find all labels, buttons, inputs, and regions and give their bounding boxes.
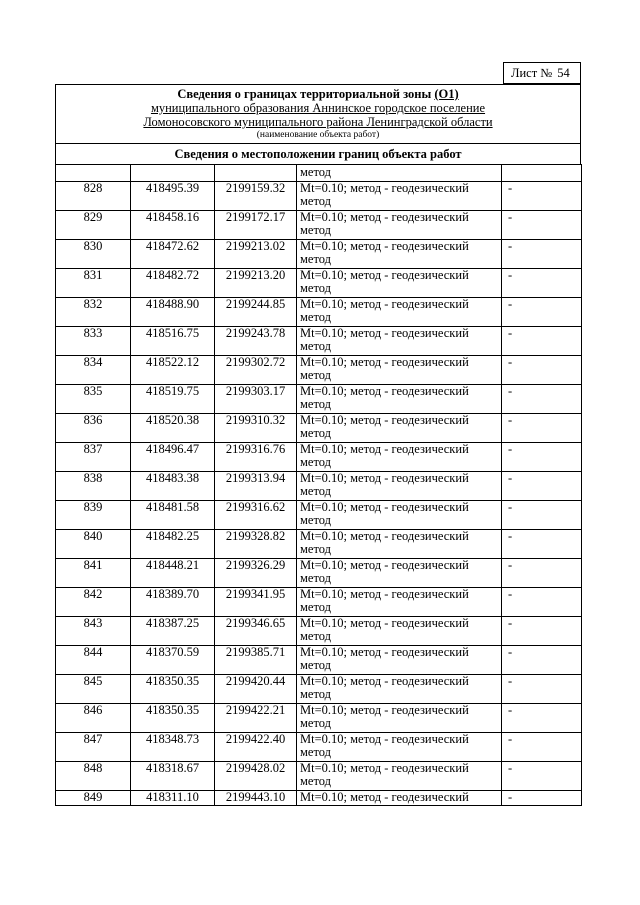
cell-remark: - [502, 675, 582, 704]
cell-x-coordinate: 418387.25 [131, 617, 215, 646]
cell-y-coordinate: 2199422.40 [215, 733, 297, 762]
cell-y-coordinate: 2199244.85 [215, 298, 297, 327]
cell-remark: - [502, 414, 582, 443]
cell-remark: - [502, 733, 582, 762]
cell-point-number: 846 [56, 704, 131, 733]
cell-x-coordinate: 418495.39 [131, 182, 215, 211]
cell-y-coordinate: 2199341.95 [215, 588, 297, 617]
cell-point-number: 835 [56, 385, 131, 414]
table-row [56, 298, 582, 327]
header-municipality: муниципального образования Аннинское городское поселение [150, 101, 486, 115]
cell-x-coordinate: 418482.72 [131, 269, 215, 298]
table-row [56, 646, 582, 675]
cell-point-number: 839 [56, 501, 131, 530]
cell-method: Mt=0.10; метод - геодезический метод [297, 472, 502, 501]
cell-point-number: 838 [56, 472, 131, 501]
document-header [55, 84, 581, 144]
cell-remark: - [502, 211, 582, 240]
cell-method: Mt=0.10; метод - геодезический метод [297, 675, 502, 704]
cell-point-number: 847 [56, 733, 131, 762]
cell-x-coordinate: 418448.21 [131, 559, 215, 588]
cell-point-number: 832 [56, 298, 131, 327]
cell-point-number: 828 [56, 182, 131, 211]
cell-x-coordinate: 418311.10 [131, 791, 215, 806]
cell-remark: - [502, 472, 582, 501]
zone-code: (О1) [434, 87, 459, 101]
cell-method: Mt=0.10; метод - геодезический метод [297, 530, 502, 559]
cell-point-number: 840 [56, 530, 131, 559]
cell-remark: - [502, 646, 582, 675]
cell-method: Mt=0.10; метод - геодезический метод [297, 646, 502, 675]
cell-point-number: 849 [56, 791, 131, 806]
cell-point-number: 845 [56, 675, 131, 704]
header-district: Ломоносовского муниципального района Ленинградской области [143, 115, 493, 129]
cell-x-coordinate: 418522.12 [131, 356, 215, 385]
cell-empty [56, 165, 131, 182]
cell-remark: - [502, 327, 582, 356]
table-row [56, 762, 582, 791]
cell-y-coordinate: 2199313.94 [215, 472, 297, 501]
header-caption: (наименование объекта работ) [256, 130, 380, 140]
cell-remark: - [502, 269, 582, 298]
table-row [56, 559, 582, 588]
cell-y-coordinate: 2199213.02 [215, 240, 297, 269]
cell-y-coordinate: 2199172.17 [215, 211, 297, 240]
cell-x-coordinate: 418389.70 [131, 588, 215, 617]
cell-remark: - [502, 559, 582, 588]
cell-method: Mt=0.10; метод - геодезический метод [297, 588, 502, 617]
table-row [56, 327, 582, 356]
cell-y-coordinate: 2199243.78 [215, 327, 297, 356]
cell-method: Mt=0.10; метод - геодезический метод [297, 559, 502, 588]
cell-remark: - [502, 298, 582, 327]
cell-remark: - [502, 530, 582, 559]
cell-y-coordinate: 2199302.72 [215, 356, 297, 385]
cell-x-coordinate: 418370.59 [131, 646, 215, 675]
table-row [56, 356, 582, 385]
sheet-number: 54 [557, 66, 570, 80]
cell-point-number: 844 [56, 646, 131, 675]
coordinates-table-body [56, 165, 582, 806]
table-row [56, 704, 582, 733]
cell-remark: - [502, 385, 582, 414]
sheet-number-box [503, 62, 581, 84]
cell-method: Mt=0.10; метод - геодезический метод [297, 182, 502, 211]
cell-y-coordinate: 2199316.76 [215, 443, 297, 472]
cell-method: Mt=0.10; метод - геодезический метод [297, 617, 502, 646]
cell-y-coordinate: 2199420.44 [215, 675, 297, 704]
cell-x-coordinate: 418318.67 [131, 762, 215, 791]
cell-method: Mt=0.10; метод - геодезический [297, 791, 502, 806]
cell-empty [131, 165, 215, 182]
cell-method: Mt=0.10; метод - геодезический метод [297, 269, 502, 298]
cell-method: Mt=0.10; метод - геодезический метод [297, 414, 502, 443]
cell-method: Mt=0.10; метод - геодезический метод [297, 443, 502, 472]
sheet-label: Лист № [511, 66, 553, 80]
cell-point-number: 831 [56, 269, 131, 298]
table-row [56, 182, 582, 211]
cell-method: Mt=0.10; метод - геодезический метод [297, 385, 502, 414]
cell-y-coordinate: 2199328.82 [215, 530, 297, 559]
cell-x-coordinate: 418472.62 [131, 240, 215, 269]
cell-y-coordinate: 2199326.29 [215, 559, 297, 588]
section-title: Сведения о местоположении границ объекта работ [55, 143, 581, 165]
cell-empty [215, 165, 297, 182]
cell-x-coordinate: 418483.38 [131, 472, 215, 501]
cell-remark: - [502, 240, 582, 269]
cell-remark: - [502, 182, 582, 211]
table-row [56, 791, 582, 806]
cell-x-coordinate: 418516.75 [131, 327, 215, 356]
table-row [56, 501, 582, 530]
cell-remark: - [502, 588, 582, 617]
table-row [56, 414, 582, 443]
cell-x-coordinate: 418481.58 [131, 501, 215, 530]
cell-x-coordinate: 418482.25 [131, 530, 215, 559]
cell-remark: - [502, 356, 582, 385]
cell-remark: - [502, 791, 582, 806]
header-title-prefix: Сведения о границах территориальной зоны [177, 87, 432, 101]
cell-point-number: 830 [56, 240, 131, 269]
cell-x-coordinate: 418350.35 [131, 675, 215, 704]
cell-remark: - [502, 704, 582, 733]
cell-x-coordinate: 418458.16 [131, 211, 215, 240]
cell-x-coordinate: 418496.47 [131, 443, 215, 472]
cell-point-number: 836 [56, 414, 131, 443]
cell-method: Mt=0.10; метод - геодезический метод [297, 298, 502, 327]
cell-method: Mt=0.10; метод - геодезический метод [297, 501, 502, 530]
cell-x-coordinate: 418488.90 [131, 298, 215, 327]
cell-remark: - [502, 501, 582, 530]
cell-remark: - [502, 443, 582, 472]
table-row [56, 269, 582, 298]
cell-point-number: 848 [56, 762, 131, 791]
cell-y-coordinate: 2199385.71 [215, 646, 297, 675]
table-row [56, 617, 582, 646]
cell-x-coordinate: 418348.73 [131, 733, 215, 762]
table-row [56, 588, 582, 617]
cell-y-coordinate: 2199428.02 [215, 762, 297, 791]
cell-point-number: 834 [56, 356, 131, 385]
cell-y-coordinate: 2199316.62 [215, 501, 297, 530]
cell-method: Mt=0.10; метод - геодезический метод [297, 240, 502, 269]
cell-method: Mt=0.10; метод - геодезический метод [297, 356, 502, 385]
cell-point-number: 841 [56, 559, 131, 588]
cell-y-coordinate: 2199443.10 [215, 791, 297, 806]
cell-y-coordinate: 2199310.32 [215, 414, 297, 443]
cell-y-coordinate: 2199159.32 [215, 182, 297, 211]
cell-point-number: 833 [56, 327, 131, 356]
cell-x-coordinate: 418519.75 [131, 385, 215, 414]
cell-method: Mt=0.10; метод - геодезический метод [297, 211, 502, 240]
coordinates-table [55, 164, 582, 806]
header-title [56, 87, 580, 101]
cell-empty [502, 165, 582, 182]
cell-y-coordinate: 2199346.65 [215, 617, 297, 646]
continuation-row [56, 165, 582, 182]
table-row [56, 733, 582, 762]
cell-method: Mt=0.10; метод - геодезический метод [297, 327, 502, 356]
table-row [56, 240, 582, 269]
cell-method: метод [297, 165, 502, 182]
cell-method: Mt=0.10; метод - геодезический метод [297, 733, 502, 762]
cell-remark: - [502, 762, 582, 791]
table-row [56, 385, 582, 414]
table-row [56, 530, 582, 559]
cell-method: Mt=0.10; метод - геодезический метод [297, 762, 502, 791]
table-row [56, 443, 582, 472]
cell-point-number: 843 [56, 617, 131, 646]
cell-y-coordinate: 2199213.20 [215, 269, 297, 298]
table-row [56, 211, 582, 240]
cell-x-coordinate: 418520.38 [131, 414, 215, 443]
cell-point-number: 842 [56, 588, 131, 617]
cell-y-coordinate: 2199422.21 [215, 704, 297, 733]
cell-method: Mt=0.10; метод - геодезический метод [297, 704, 502, 733]
cell-point-number: 829 [56, 211, 131, 240]
table-row [56, 675, 582, 704]
cell-y-coordinate: 2199303.17 [215, 385, 297, 414]
cell-point-number: 837 [56, 443, 131, 472]
cell-x-coordinate: 418350.35 [131, 704, 215, 733]
table-row [56, 472, 582, 501]
cell-remark: - [502, 617, 582, 646]
